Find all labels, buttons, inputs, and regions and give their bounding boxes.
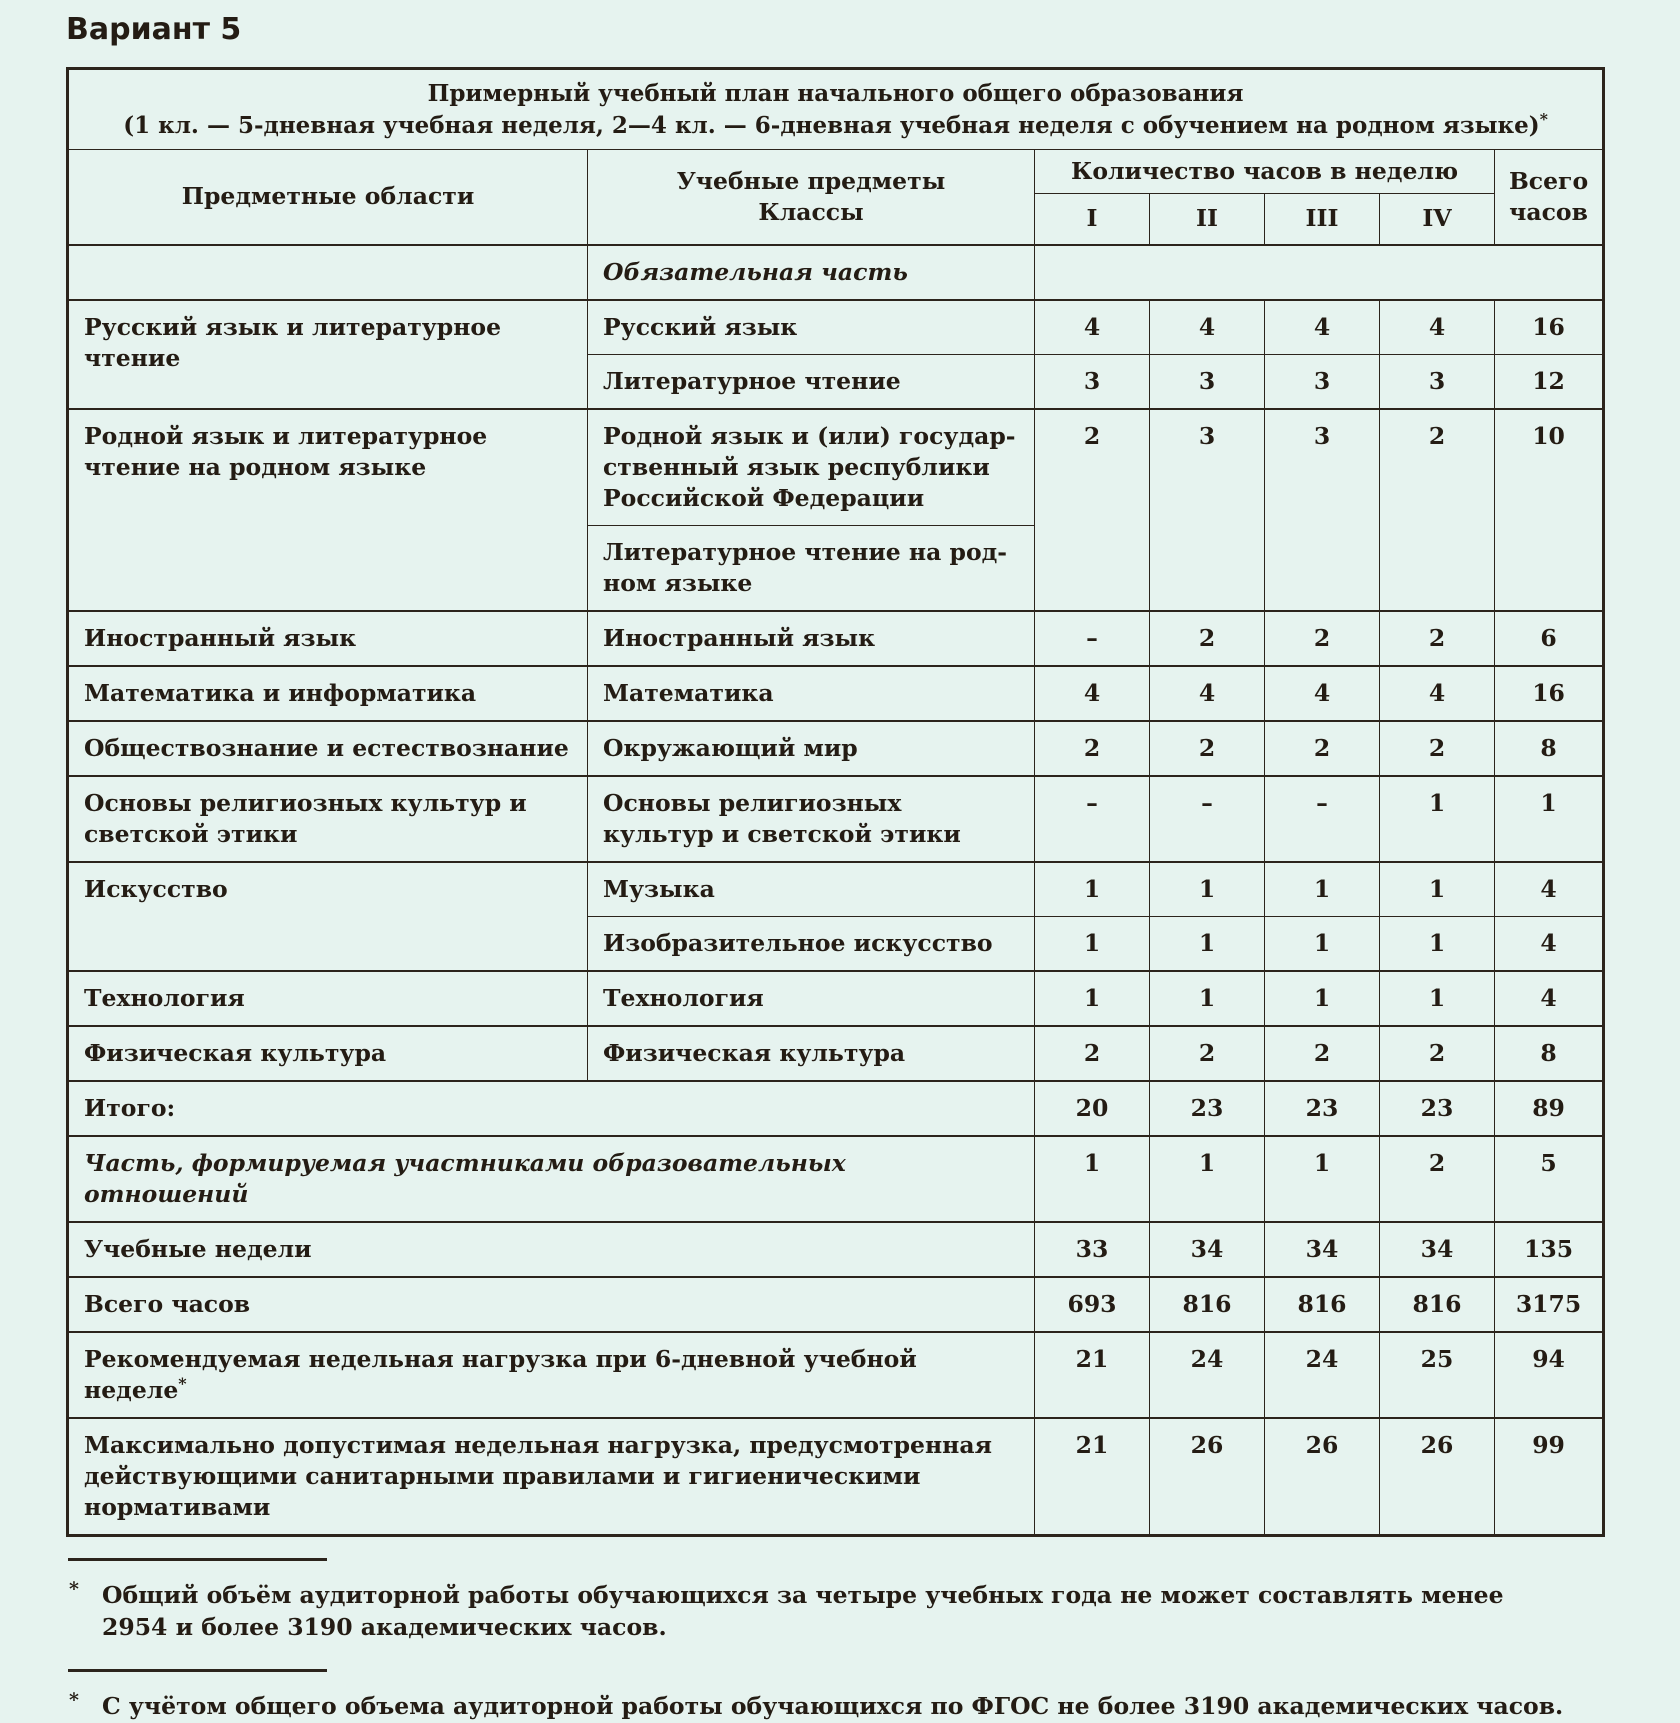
cell-hours-3: – bbox=[1265, 776, 1380, 862]
cell-hours-1: 1 bbox=[1035, 862, 1150, 917]
cell-hours-3: 23 bbox=[1265, 1081, 1380, 1136]
footnote-2-text: С учётом общего объема аудиторной работы обучающихся по ФГОС не более 3190 академических часов. bbox=[102, 1692, 1564, 1721]
cell-hours-4: 2 bbox=[1380, 1026, 1495, 1081]
header-grade-3: III bbox=[1265, 194, 1380, 245]
row-music bbox=[68, 862, 1604, 917]
row-max-load bbox=[68, 1418, 1604, 1536]
cell-total: 4 bbox=[1495, 916, 1604, 971]
cell-hours-4: 2 bbox=[1380, 1136, 1495, 1222]
header-subject-areas: Предметные области bbox=[68, 150, 588, 245]
recommended-load-footnote-mark: * bbox=[178, 1374, 187, 1394]
cell-hours-3: 1 bbox=[1265, 916, 1380, 971]
cell-hours-3: 3 bbox=[1265, 354, 1380, 409]
row-total-hours bbox=[68, 1277, 1604, 1332]
cell-hours-3: 26 bbox=[1265, 1418, 1380, 1536]
row-technology bbox=[68, 971, 1604, 1026]
cell-subject: Русский язык bbox=[588, 300, 1035, 355]
cell-total: 4 bbox=[1495, 862, 1604, 917]
cell-hours-3: 1 bbox=[1265, 971, 1380, 1026]
cell-hours-4: 26 bbox=[1380, 1418, 1495, 1536]
header-total-hours: Всего часов bbox=[1495, 150, 1604, 245]
cell-hours-1: 21 bbox=[1035, 1332, 1150, 1418]
row-physical-education bbox=[68, 1026, 1604, 1081]
cell-total: 6 bbox=[1495, 611, 1604, 666]
row-native-language bbox=[68, 409, 1604, 526]
cell-hours-2: 23 bbox=[1150, 1081, 1265, 1136]
cell-total: 94 bbox=[1495, 1332, 1604, 1418]
row-environment bbox=[68, 721, 1604, 776]
cell-hours-3: 816 bbox=[1265, 1277, 1380, 1332]
cell-total: 10 bbox=[1495, 409, 1604, 611]
row-mandatory-part bbox=[68, 245, 1604, 300]
cell-subject-area: Иностранный язык bbox=[68, 611, 588, 666]
row-school-weeks bbox=[68, 1222, 1604, 1277]
cell-hours-3: 4 bbox=[1265, 666, 1380, 721]
cell-subject: Литературное чтение на родном языке bbox=[588, 525, 1035, 611]
cell-subject: Основы религиозных культур и светской этики bbox=[588, 776, 1035, 862]
cell-subject: Математика bbox=[588, 666, 1035, 721]
cell-subject: Физическая культура bbox=[588, 1026, 1035, 1081]
cell-hours-2: 26 bbox=[1150, 1418, 1265, 1536]
cell-total: 12 bbox=[1495, 354, 1604, 409]
cell-hours-2: 1 bbox=[1150, 971, 1265, 1026]
cell-empty-hours bbox=[1035, 245, 1604, 300]
cell-subject: Иностранный язык bbox=[588, 611, 1035, 666]
cell-hours-3: 1 bbox=[1265, 1136, 1380, 1222]
footnote-divider-2 bbox=[68, 1669, 327, 1672]
cell-hours-1: 2 bbox=[1035, 409, 1150, 611]
header-classes-line: Классы bbox=[758, 197, 864, 226]
cell-hours-1: 2 bbox=[1035, 721, 1150, 776]
cell-hours-1: – bbox=[1035, 776, 1150, 862]
cell-hours-2: 3 bbox=[1150, 354, 1265, 409]
cell-hours-4: 1 bbox=[1380, 916, 1495, 971]
cell-hours-4: 2 bbox=[1380, 409, 1495, 611]
cell-subject-area: Искусство bbox=[68, 862, 588, 971]
cell-hours-4: 3 bbox=[1380, 354, 1495, 409]
curriculum-table bbox=[66, 67, 1605, 1537]
cell-summary-label: Часть, формируемая участниками образовательных отношений bbox=[68, 1136, 1035, 1222]
cell-hours-1: 4 bbox=[1035, 666, 1150, 721]
footnote-divider-1 bbox=[68, 1558, 327, 1561]
cell-total: 1 bbox=[1495, 776, 1604, 862]
title-footnote-mark: * bbox=[1539, 109, 1548, 129]
cell-subject: Технология bbox=[588, 971, 1035, 1026]
row-russian bbox=[68, 300, 1604, 355]
cell-total: 89 bbox=[1495, 1081, 1604, 1136]
header-subjects-line: Учебные предметы bbox=[676, 166, 946, 195]
cell-hours-2: 2 bbox=[1150, 721, 1265, 776]
cell-section-label: Обязательная часть bbox=[588, 245, 1035, 300]
header-grade-4: IV bbox=[1380, 194, 1495, 245]
cell-hours-3: 2 bbox=[1265, 1026, 1380, 1081]
cell-hours-1: 3 bbox=[1035, 354, 1150, 409]
header-subjects-classes bbox=[588, 150, 1035, 245]
header-hours-per-week: Количество часов в неделю bbox=[1035, 150, 1495, 194]
cell-total: 8 bbox=[1495, 1026, 1604, 1081]
row-total bbox=[68, 1081, 1604, 1136]
footnote-1-mark: * bbox=[69, 1577, 79, 1600]
cell-hours-3: 1 bbox=[1265, 862, 1380, 917]
cell-hours-2: 1 bbox=[1150, 1136, 1265, 1222]
recommended-load-text: Рекомендуемая недельная нагрузка при 6-дневной учебной неделе bbox=[84, 1344, 917, 1404]
cell-hours-2: – bbox=[1150, 776, 1265, 862]
cell-hours-2: 1 bbox=[1150, 862, 1265, 917]
footnote-2-mark: * bbox=[69, 1689, 79, 1712]
cell-summary-label bbox=[68, 1332, 1035, 1418]
cell-hours-3: 24 bbox=[1265, 1332, 1380, 1418]
row-recommended-load bbox=[68, 1332, 1604, 1418]
cell-summary-label: Всего часов bbox=[68, 1277, 1035, 1332]
cell-hours-4: 1 bbox=[1380, 776, 1495, 862]
cell-hours-3: 2 bbox=[1265, 721, 1380, 776]
cell-summary-label: Учебные недели bbox=[68, 1222, 1035, 1277]
cell-hours-2: 4 bbox=[1150, 666, 1265, 721]
cell-subject: Литературное чтение bbox=[588, 354, 1035, 409]
cell-summary-label: Максимально допустимая недельная нагрузка, предусмотренная действующими санитарными правилами и гигиеническими нормативами bbox=[68, 1418, 1035, 1536]
header-grade-1: I bbox=[1035, 194, 1150, 245]
cell-hours-4: 23 bbox=[1380, 1081, 1495, 1136]
cell-hours-1: 1 bbox=[1035, 1136, 1150, 1222]
cell-total: 5 bbox=[1495, 1136, 1604, 1222]
cell-total: 16 bbox=[1495, 666, 1604, 721]
cell-subject-area: Математика и информатика bbox=[68, 666, 588, 721]
cell-hours-2: 24 bbox=[1150, 1332, 1265, 1418]
table-title-line2 bbox=[79, 110, 1592, 142]
cell-hours-3: 3 bbox=[1265, 409, 1380, 611]
cell-hours-1: 4 bbox=[1035, 300, 1150, 355]
cell-total: 16 bbox=[1495, 300, 1604, 355]
header-grade-2: II bbox=[1150, 194, 1265, 245]
cell-total: 4 bbox=[1495, 971, 1604, 1026]
cell-hours-1: 33 bbox=[1035, 1222, 1150, 1277]
cell-total: 135 bbox=[1495, 1222, 1604, 1277]
cell-hours-4: 816 bbox=[1380, 1277, 1495, 1332]
cell-hours-4: 34 bbox=[1380, 1222, 1495, 1277]
cell-hours-1: 1 bbox=[1035, 971, 1150, 1026]
cell-hours-4: 25 bbox=[1380, 1332, 1495, 1418]
row-foreign-language bbox=[68, 611, 1604, 666]
cell-hours-4: 1 bbox=[1380, 971, 1495, 1026]
cell-hours-4: 4 bbox=[1380, 300, 1495, 355]
table-title bbox=[68, 69, 1604, 150]
cell-hours-3: 2 bbox=[1265, 611, 1380, 666]
cell-subject-area: Технология bbox=[68, 971, 588, 1026]
cell-total: 8 bbox=[1495, 721, 1604, 776]
footnote-2 bbox=[66, 1691, 1568, 1723]
cell-hours-4: 1 bbox=[1380, 862, 1495, 917]
cell-hours-1: 1 bbox=[1035, 916, 1150, 971]
row-participants-part bbox=[68, 1136, 1604, 1222]
row-math bbox=[68, 666, 1604, 721]
variant-label: Вариант 5 bbox=[66, 12, 242, 47]
footnote-1 bbox=[66, 1577, 1568, 1643]
cell-subject: Музыка bbox=[588, 862, 1035, 917]
row-religion-basics bbox=[68, 776, 1604, 862]
cell-hours-4: 4 bbox=[1380, 666, 1495, 721]
cell-hours-2: 4 bbox=[1150, 300, 1265, 355]
cell-subject-area: Русский язык и литературное чтение bbox=[68, 300, 588, 409]
cell-summary-label: Итого: bbox=[68, 1081, 1035, 1136]
cell-subject-area: Физическая культура bbox=[68, 1026, 588, 1081]
table-title-line1: Примерный учебный план начального общего образования bbox=[427, 80, 1244, 107]
cell-subject-area: Обществознание и естествознание bbox=[68, 721, 588, 776]
cell-total: 99 bbox=[1495, 1418, 1604, 1536]
cell-hours-3: 34 bbox=[1265, 1222, 1380, 1277]
cell-subject-area: Родной язык и литературное чтение на родном языке bbox=[68, 409, 588, 611]
cell-hours-3: 4 bbox=[1265, 300, 1380, 355]
cell-hours-2: 816 bbox=[1150, 1277, 1265, 1332]
cell-hours-1: 2 bbox=[1035, 1026, 1150, 1081]
cell-subject: Окружающий мир bbox=[588, 721, 1035, 776]
cell-subject-area: Основы религиозных культур и светской этики bbox=[68, 776, 588, 862]
table-title-line2-text: (1 кл. — 5-дневная учебная неделя, 2—4 кл. — 6-дневная учебная неделя с обучением на родном языке) bbox=[123, 111, 1540, 139]
cell-hours-2: 1 bbox=[1150, 916, 1265, 971]
cell-hours-1: 21 bbox=[1035, 1418, 1150, 1536]
table-title-row bbox=[68, 69, 1604, 150]
cell-hours-4: 2 bbox=[1380, 721, 1495, 776]
cell-hours-1: 20 bbox=[1035, 1081, 1150, 1136]
cell-total: 3175 bbox=[1495, 1277, 1604, 1332]
cell-hours-1: – bbox=[1035, 611, 1150, 666]
cell-hours-2: 2 bbox=[1150, 1026, 1265, 1081]
cell-hours-2: 3 bbox=[1150, 409, 1265, 611]
footnote-1-text: Общий объём аудиторной работы обучающихся за четыре учебных года не может составлять менее 2954 и более 3190 академических часов. bbox=[102, 1580, 1504, 1641]
cell-hours-4: 2 bbox=[1380, 611, 1495, 666]
cell-subject: Родной язык и (или) государственный язык республики Российской Федерации bbox=[588, 409, 1035, 526]
cell-hours-2: 2 bbox=[1150, 611, 1265, 666]
cell-subject: Изобразительное искусство bbox=[588, 916, 1035, 971]
cell-hours-1: 693 bbox=[1035, 1277, 1150, 1332]
cell-empty-area bbox=[68, 245, 588, 300]
header-row bbox=[68, 150, 1604, 194]
cell-hours-2: 34 bbox=[1150, 1222, 1265, 1277]
